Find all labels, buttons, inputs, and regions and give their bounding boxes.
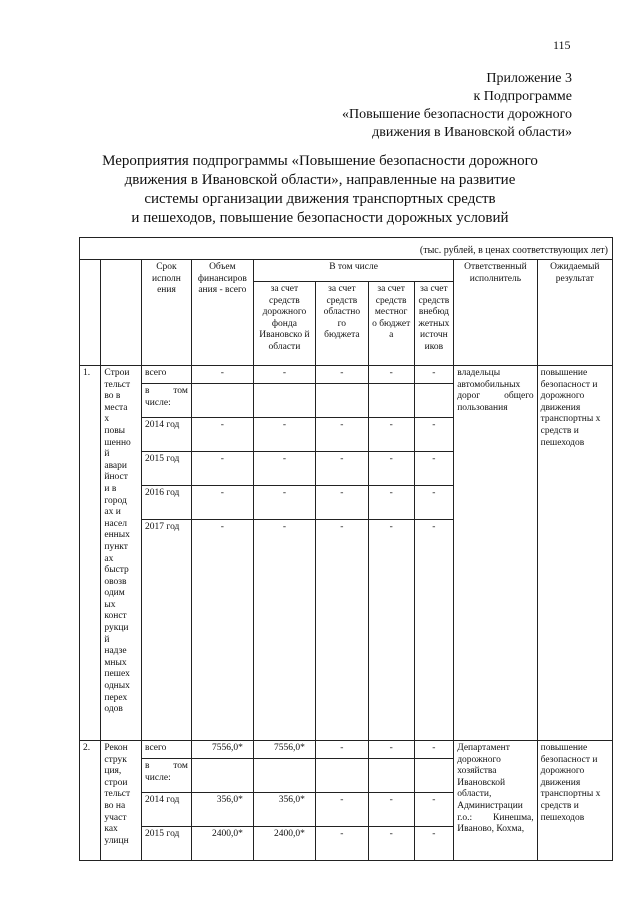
measure-name-line: пункт: [104, 541, 128, 552]
volume-cell: -: [191, 452, 253, 486]
regional-cell: [315, 759, 368, 793]
period-label: 2015 год: [142, 827, 192, 861]
regional-cell: -: [315, 793, 368, 827]
measure-name-line: енных: [104, 530, 130, 541]
measure-name-line: насел: [104, 518, 127, 529]
volume-cell: [191, 384, 253, 418]
appendix-line: движения в Ивановской области»: [372, 125, 572, 140]
measure-name-line: одим: [104, 588, 125, 599]
units-note: (тыс. рублей, в ценах соответствующих лет): [80, 238, 613, 260]
measure-name-line: повы: [104, 425, 126, 436]
volume-cell: -: [191, 520, 253, 741]
period-label: всего: [142, 366, 192, 384]
extra-cell: -: [414, 486, 454, 520]
measure-name: [101, 741, 142, 861]
volume-cell: -: [191, 486, 253, 520]
measure-name-text: [104, 368, 138, 716]
title-line: движения в Ивановской области», направленные на развитие: [124, 172, 516, 188]
measure-name-line: город: [104, 495, 127, 506]
measure-name-line: йност: [104, 472, 128, 483]
measure-name-line: тельст: [104, 789, 131, 800]
road-fund-cell: -: [253, 452, 315, 486]
header-term: Срок исполн ения: [142, 260, 192, 366]
appendix-line: «Повышение безопасности дорожного: [341, 107, 572, 122]
header-local: за счет средств местног о бюджет а: [368, 282, 414, 366]
measure-name-line: х: [104, 414, 110, 425]
volume-cell: -: [191, 418, 253, 452]
measure-name-line: ках: [104, 824, 118, 835]
measure-name-line: струк: [104, 754, 127, 765]
measure-name-line: авари: [104, 460, 127, 471]
measure-name-line: й: [104, 449, 110, 460]
local-cell: [368, 759, 414, 793]
volume-cell: 7556,0*: [191, 741, 253, 759]
local-cell: -: [368, 418, 414, 452]
measures-table: [79, 237, 613, 861]
header-including: В том числе: [253, 260, 453, 282]
appendix-line: к Подпрограмме: [473, 89, 572, 104]
result-cell: повышение безопасност и дорожного движения транспортны х средств и пешеходов: [537, 366, 612, 741]
measure-name-line: быстр: [104, 565, 129, 576]
measure-name-line: одных: [104, 681, 130, 692]
local-cell: -: [368, 793, 414, 827]
regional-cell: -: [315, 520, 368, 741]
measure-name-line: одов: [104, 704, 123, 715]
result-cell: повышение безопасност и дорожного движения транспортны х средств и пешеходов: [537, 741, 612, 861]
period-label: всего: [142, 741, 192, 759]
regional-cell: -: [315, 452, 368, 486]
measure-name-line: овозв: [104, 576, 127, 587]
measure-name-line: места: [104, 402, 128, 413]
period-label: 2014 год: [142, 793, 192, 827]
measure-name-line: во в: [104, 391, 121, 402]
road-fund-cell: 356,0*: [253, 793, 315, 827]
appendix-header: [342, 70, 572, 142]
volume-cell: 356,0*: [191, 793, 253, 827]
measure-name-line: надзе: [104, 646, 127, 657]
measure-name-line: ых: [104, 599, 116, 610]
road-fund-cell: -: [253, 486, 315, 520]
local-cell: -: [368, 741, 414, 759]
extra-cell: -: [414, 418, 454, 452]
extra-cell: -: [414, 452, 454, 486]
regional-cell: -: [315, 741, 368, 759]
measure-name-line: участ: [104, 812, 127, 823]
measure-name-line: Строи: [104, 368, 130, 378]
extra-cell: -: [414, 520, 454, 741]
road-fund-cell: [253, 384, 315, 418]
local-cell: -: [368, 486, 414, 520]
period-label: в том числе:: [142, 384, 192, 418]
document-title: [80, 152, 560, 228]
responsible-cell: Департамент дорожного хозяйства Ивановской области, Администрации г.о.: Кинешма, Иваново, Кохма,: [454, 741, 537, 861]
volume-cell: 2400,0*: [191, 827, 253, 861]
period-label: 2017 год: [142, 520, 192, 741]
local-cell: [368, 384, 414, 418]
road-fund-cell: [253, 759, 315, 793]
measure-name-line: тельст: [104, 379, 131, 390]
measure-name-line: и в: [104, 483, 117, 494]
measure-name-line: пешех: [104, 669, 130, 680]
measure-name-line: улицн: [104, 835, 129, 846]
regional-cell: -: [315, 366, 368, 384]
local-cell: -: [368, 452, 414, 486]
road-fund-cell: -: [253, 366, 315, 384]
local-cell: -: [368, 520, 414, 741]
header-road-fund: за счет средств дорожного фонда Ивановско й области: [253, 282, 315, 366]
local-cell: -: [368, 366, 414, 384]
extra-cell: -: [414, 793, 454, 827]
page-number: 115: [553, 38, 571, 52]
local-cell: -: [368, 827, 414, 861]
measure-name-line: рукци: [104, 623, 129, 634]
header-result: Ожидаемый результат: [537, 260, 612, 366]
road-fund-cell: 7556,0*: [253, 741, 315, 759]
header-responsible: Ответственный исполнитель: [454, 260, 537, 366]
period-label: 2016 год: [142, 486, 192, 520]
road-fund-cell: -: [253, 418, 315, 452]
header-extra: за счет средств внебюд жетных источн иков: [414, 282, 454, 366]
volume-cell: [191, 759, 253, 793]
measure-name-line: во на: [104, 800, 126, 811]
measure-name-line: строи: [104, 777, 128, 788]
regional-cell: [315, 384, 368, 418]
header-volume: Объем финансиров ания - всего: [191, 260, 253, 366]
row-number: 2.: [80, 741, 101, 861]
header-regional: за счет средств областно го бюджета: [315, 282, 368, 366]
road-fund-cell: -: [253, 520, 315, 741]
measure-name-line: ция,: [104, 766, 122, 777]
extra-cell: [414, 384, 454, 418]
measure-name-line: конст: [104, 611, 127, 622]
regional-cell: -: [315, 827, 368, 861]
header-name-cell: [101, 260, 142, 366]
period-label: 2015 год: [142, 452, 192, 486]
measure-name-line: ах и: [104, 507, 121, 518]
extra-cell: -: [414, 366, 454, 384]
volume-cell: -: [191, 366, 253, 384]
measure-name-text: [104, 743, 138, 847]
measure-name-line: перех: [104, 692, 128, 703]
extra-cell: [414, 759, 454, 793]
measure-name-line: Рекон: [104, 743, 128, 753]
appendix-line: Приложение 3: [486, 71, 572, 86]
measure-name-line: мных: [104, 657, 127, 668]
measure-name-line: шенно: [104, 437, 131, 448]
measure-name: [101, 366, 142, 741]
responsible-cell: владельцы автомобильных дорог общего пользования: [454, 366, 537, 741]
period-label: в том числе:: [142, 759, 192, 793]
extra-cell: -: [414, 741, 454, 759]
regional-cell: -: [315, 418, 368, 452]
measure-name-line: ах: [104, 553, 114, 564]
measure-name-line: й: [104, 634, 110, 645]
title-line: системы организации движения транспортных средств: [144, 191, 496, 207]
regional-cell: -: [315, 486, 368, 520]
header-num-cell: [80, 260, 101, 366]
extra-cell: -: [414, 827, 454, 861]
title-line: Мероприятия подпрограммы «Повышение безопасности дорожного: [102, 153, 538, 169]
road-fund-cell: 2400,0*: [253, 827, 315, 861]
title-line: и пешеходов, повышение безопасности дорожных условий: [131, 210, 509, 226]
row-number: 1.: [80, 366, 101, 741]
period-label: 2014 год: [142, 418, 192, 452]
